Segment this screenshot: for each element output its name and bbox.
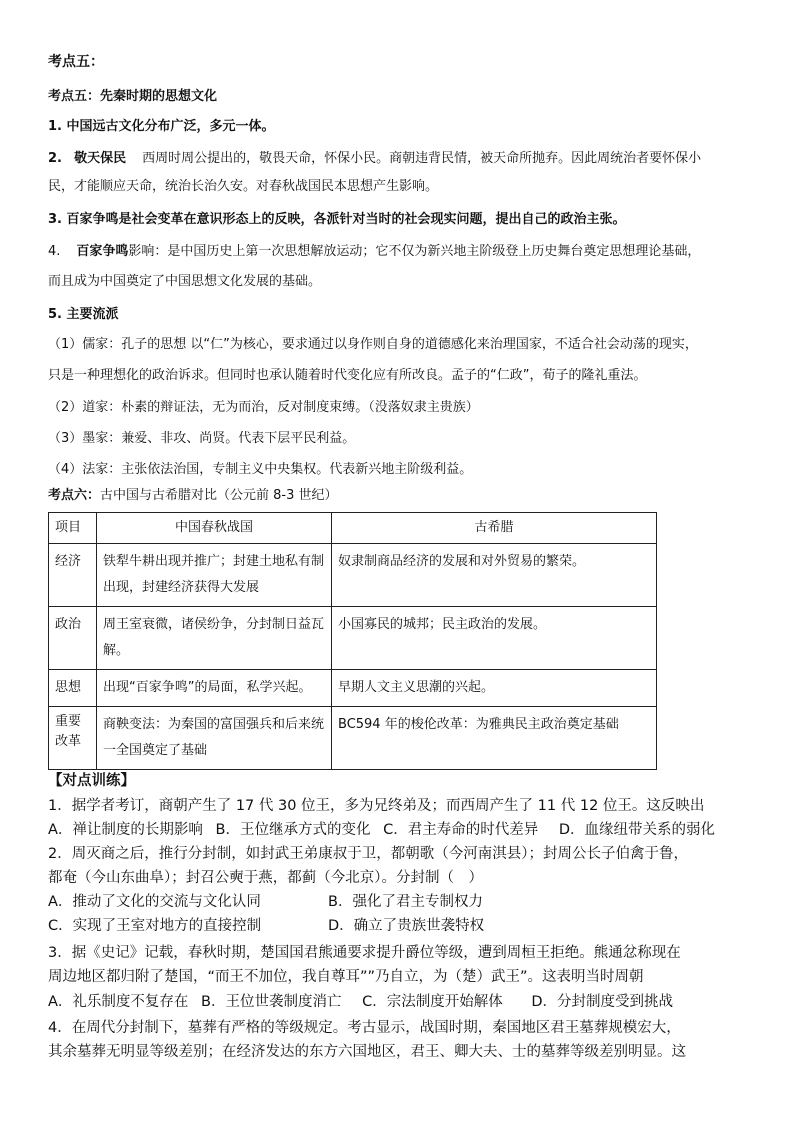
option-b[interactable]: B．王位世袭制度消亡 [201,994,342,1010]
school-confucian-line-1: （1）儒家：孔子的思想 以“仁”为核心，要求通过以身作则自身的道德感化来治理国家，不适合社会动荡的现实， [48,337,698,352]
point-3: 3. 百家争鸣是社会变革在意识形态上的反映，各派针对当时的社会现实问题，提出自己的政治主张。 [48,212,626,227]
question-2-line-2: 都奄（今山东曲阜）；封召公奭于燕，都蓟（今北京）。分封制（ ） [48,870,483,886]
option-a[interactable]: A．推动了文化的交流与文化认同 [48,894,261,910]
question-2-line-1: 2．周灭商之后，推行分封制，如封武王弟康叔于卫，都朝歌（今河南淇县）；封周公长子伯禽于鲁， [48,846,688,862]
point-2-line-1 [48,149,754,169]
option-c[interactable]: C．实现了王室对地方的直接控制 [48,918,262,934]
question-3-line-2: 周边地区都归附了楚国，“而王不加位，我自尊耳””乃自立，为（楚）武王”。这表明当时周朝 [48,969,644,985]
table-cell: 出现“百家争鸣”的局面，私学兴起。 [97,670,332,707]
table-cell: 铁犁牛耕出现并推广；封建土地私有制出现，封建经济获得大发展 [97,544,332,607]
section-subheading: 考点五：先秦时期的思想文化 [48,89,218,104]
point-2-number: 2. [48,151,62,166]
point-5: 5. 主要流派 [48,307,119,322]
option-d[interactable]: D．血缘纽带关系的弱化 [558,822,715,838]
option-b[interactable]: B．强化了君主专制权力 [328,894,483,910]
question-1-options [48,819,754,841]
question-3-line-1: 3．据《史记》记载，春秋时期，楚国国君熊通要求提升爵位等级，遭到周桓王拒绝。熊通忿称现在 [48,945,681,961]
option-a[interactable]: A．禅让制度的长期影响 [48,822,203,838]
question-4-line-1: 4．在周代分封制下，墓葬有严格的等级规定。考古显示，战国时期，秦国地区君王墓葬规模宏大， [48,1020,681,1036]
table-cell: 商鞅变法：为秦国的富国强兵和后来统一全国奠定了基础 [97,707,332,770]
comparison-table [48,512,657,770]
table-header-row [49,513,657,544]
section-6-label: 考点六： [48,488,101,503]
table-row [49,544,657,607]
point-4-line-2: 而且成为中国奠定了中国思想文化发展的基础。 [48,274,322,289]
point-4-number: 4. [48,244,61,259]
section-6-subtitle: 古中国与古希腊对比（公元前 8-3 世纪） [100,488,338,503]
table-cell: 政治 [49,607,97,670]
table-cell: BC594 年的梭伦改革：为雅典民主政治奠定基础 [332,707,657,770]
table-cell: 周王室衰微，诸侯纷争，分封制日益瓦解。 [97,607,332,670]
table-cell: 经济 [49,544,97,607]
option-d[interactable]: D．确立了贵族世袭特权 [328,918,485,934]
table-row [49,670,657,707]
school-mohist: （3）墨家：兼爱、非攻、尚贤。代表下层平民利益。 [48,431,356,446]
option-c[interactable]: C．宗法制度开始解体 [362,994,503,1010]
section-heading: 考点五： [48,54,104,70]
exercise-title: 【对点训练】 [48,773,135,789]
school-daoist: （2）道家：朴素的辩证法，无为而治，反对制度束缚。（没落奴隶主贵族） [48,400,479,415]
point-4-text: 影响：是中国历史上第一次思想解放运动；它不仅为新兴地主阶级登上历史舞台奠定思想理论基础， [128,244,701,259]
school-legalist: （4）法家：主张依法治国，专制主义中央集权。代表新兴地主阶级利益。 [48,462,473,477]
question-1: 1．据学者考订，商朝产生了 17 代 30 位王，多为兄终弟及；而西周产生了 11 代 12 位王。这反映出 [48,798,705,814]
option-a[interactable]: A．礼乐制度不复存在 [48,994,189,1010]
option-c[interactable]: C．君主寿命的时代差异 [383,822,539,838]
table-cell: 奴隶制商品经济的发展和对外贸易的繁荣。 [332,544,657,607]
table-row [49,607,657,670]
question-2-options-row-2 [48,915,754,937]
school-confucian-line-2: 只是一种理想化的政治诉求。但同时也承认随着时代变化应有所改良。孟子的“仁政”，荀子的隆礼重法。 [48,368,647,383]
question-3-options [48,991,754,1013]
point-4-title: 百家争鸣 [76,244,129,259]
point-2-text: 西周时周公提出的，敬畏天命，怀保小民。商朝违背民情，被天命所抛弃。因此周统治者要怀保小 [142,151,702,166]
point-2-line-2: 民，才能顺应天命，统治长治久安。对春秋战国民本思想产生影响。 [48,179,439,194]
point-1: 1. 中国远古文化分布广泛，多元一体。 [48,119,275,134]
option-b[interactable]: B．王位继承方式的变化 [215,822,371,838]
table-header-cell: 古希腊 [332,513,657,544]
table-cell: 早期人文主义思潮的兴起。 [332,670,657,707]
table-header-cell: 中国春秋战国 [97,513,332,544]
table-cell: 重要改革 [49,707,97,770]
question-2-options-row-1 [48,891,754,913]
table-header-cell: 项目 [49,513,97,544]
option-d[interactable]: D．分封制度受到挑战 [531,994,673,1010]
point-2-title: 敬天保民 [74,151,127,166]
question-4-line-2: 其余墓葬无明显等级差别；在经济发达的东方六国地区，君王、卿大夫、士的墓葬等级差别明显。这 [48,1044,686,1060]
table-row [49,707,657,770]
point-4-line-1 [48,242,754,262]
section-6-title [48,486,754,506]
table-cell: 小国寡民的城邦；民主政治的发展。 [332,607,657,670]
table-cell: 思想 [49,670,97,707]
